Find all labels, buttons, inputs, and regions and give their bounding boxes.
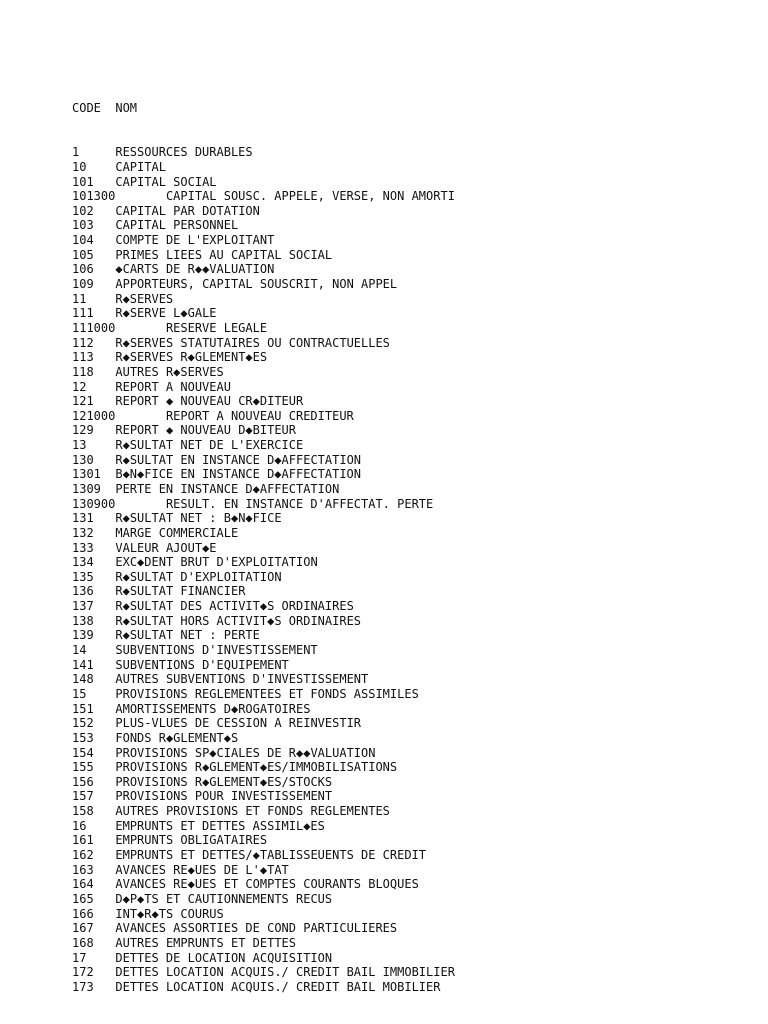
account-name: EMPRUNTS OBLIGATAIRES (115, 833, 268, 848)
account-row (72, 321, 455, 336)
account-name: AVANCES ASSORTIES DE COND PARTICULIERES (115, 921, 398, 936)
account-name: AUTRES R◆SERVES (115, 364, 224, 379)
account-name: CAPITAL SOUSC. APPELE, VERSE, NON AMORTI (165, 189, 455, 204)
account-code: 17 (72, 950, 87, 965)
header-name-label: NOM (115, 101, 138, 116)
account-name: PROVISIONS R◆GLEMENT◆ES/STOCKS (115, 774, 333, 789)
account-name: RESULT. EN INSTANCE D'AFFECTAT. PERTE (165, 496, 434, 511)
account-name: PROVISIONS REGLEMENTEES ET FONDS ASSIMILES (115, 686, 419, 701)
account-code: 11 (72, 291, 87, 306)
account-code: 130900 (72, 496, 116, 511)
account-row (72, 584, 455, 599)
account-code: 104 (72, 233, 94, 248)
account-row (72, 204, 455, 219)
account-code: 153 (72, 730, 94, 745)
account-name: PLUS-VLUES DE CESSION A REINVESTIR (115, 716, 362, 731)
account-row (72, 628, 455, 643)
account-row (72, 570, 455, 585)
account-name: AUTRES SUBVENTIONS D'INVESTISSEMENT (115, 672, 369, 687)
account-name: EMPRUNTS ET DETTES/◆TABLISSEUENTS DE CREDIT (115, 848, 427, 863)
account-row (72, 921, 455, 936)
account-code: 172 (72, 965, 94, 980)
account-code: 130 (72, 452, 94, 467)
account-code: 157 (72, 789, 94, 804)
account-code: 113 (72, 350, 94, 365)
account-row (72, 453, 455, 468)
account-name: AUTRES EMPRUNTS ET DETTES (115, 935, 296, 950)
account-name: R◆SERVES (115, 291, 174, 306)
account-name: EMPRUNTS ET DETTES ASSIMIL◆ES (115, 818, 325, 833)
account-row (72, 233, 455, 248)
account-code: 1309 (72, 482, 101, 496)
account-name: MARGE COMMERCIALE (115, 525, 239, 540)
account-code: 141 (72, 657, 94, 672)
account-code: 167 (72, 921, 94, 936)
account-code: 166 (72, 906, 94, 921)
account-row (72, 833, 455, 848)
account-rows (72, 145, 455, 994)
account-name: VALEUR AJOUT◆E (115, 540, 217, 555)
account-row (72, 423, 455, 438)
account-row (72, 292, 455, 307)
account-code: 152 (72, 716, 94, 731)
account-name: REPORT ◆ NOUVEAU CR◆DITEUR (115, 394, 304, 409)
account-name: R◆SULTAT NET DE L'EXERCICE (115, 438, 304, 453)
account-row (72, 438, 455, 453)
account-name: DETTES LOCATION ACQUIS./ CREDIT BAIL MOBILIER (115, 979, 441, 994)
account-code: 16 (72, 818, 87, 833)
account-code: 136 (72, 584, 94, 599)
account-name: PROVISIONS R◆GLEMENT◆ES/IMMOBILISATIONS (115, 760, 398, 775)
account-code: 151 (72, 701, 94, 716)
account-row (72, 555, 455, 570)
account-name: SUBVENTIONS D'EQUIPEMENT (115, 657, 289, 672)
account-row (72, 658, 455, 673)
account-row (72, 336, 455, 351)
account-row (72, 145, 455, 160)
account-code: 10 (72, 159, 87, 174)
account-name: FONDS R◆GLEMENT◆S (115, 730, 239, 745)
account-code: 121000 (72, 408, 116, 423)
account-name: REPORT ◆ NOUVEAU D◆BITEUR (115, 423, 296, 438)
account-name: EXC◆DENT BRUT D'EXPLOITATION (115, 555, 318, 570)
account-code: 164 (72, 877, 94, 892)
account-row (72, 380, 455, 395)
account-code: 131 (72, 511, 94, 526)
account-row (72, 731, 455, 746)
account-code: 15 (72, 686, 87, 701)
account-row (72, 189, 455, 204)
account-code: 13 (72, 438, 87, 453)
account-row (72, 760, 455, 775)
account-row (72, 497, 455, 512)
account-code: 154 (72, 745, 94, 760)
account-name: R◆SULTAT FINANCIER (115, 584, 246, 599)
account-row (72, 702, 455, 717)
account-code: 105 (72, 247, 94, 262)
account-code: 165 (72, 891, 94, 906)
account-name: CAPITAL SOCIAL (115, 174, 217, 189)
account-code: 155 (72, 760, 94, 775)
account-name: INT◆R◆TS COURUS (115, 906, 224, 921)
account-code: 129 (72, 423, 94, 438)
account-row (72, 365, 455, 380)
account-row (72, 467, 455, 482)
account-code: 161 (72, 833, 94, 848)
account-row (72, 160, 455, 175)
account-row (72, 789, 455, 804)
account-name: PROVISIONS POUR INVESTISSEMENT (115, 789, 333, 804)
account-row (72, 218, 455, 233)
account-row (72, 277, 455, 292)
account-name: R◆SERVE L◆GALE (115, 306, 217, 321)
account-code: 101 (72, 174, 94, 189)
account-code: 111000 (72, 320, 116, 335)
account-row (72, 175, 455, 190)
account-name: R◆SERVES R◆GLEMENT◆ES (115, 350, 268, 365)
account-row (72, 643, 455, 658)
account-code: 137 (72, 599, 94, 614)
account-name: R◆SULTAT EN INSTANCE D◆AFFECTATION (115, 452, 362, 467)
account-code: 12 (72, 379, 87, 394)
account-name: R◆SULTAT NET : B◆N◆FICE (115, 511, 282, 526)
account-name: REPORT A NOUVEAU CREDITEUR (165, 408, 354, 423)
account-code: 148 (72, 672, 94, 687)
account-row (72, 951, 455, 966)
account-name: CAPITAL (115, 159, 166, 174)
account-code: 163 (72, 862, 94, 877)
account-name: R◆SULTAT DES ACTIVIT◆S ORDINAIRES (115, 599, 354, 614)
account-row (72, 863, 455, 878)
account-row (72, 804, 455, 819)
account-name: AUTRES PROVISIONS ET FONDS REGLEMENTES (115, 804, 390, 819)
account-row (72, 936, 455, 951)
account-row (72, 262, 455, 277)
account-code: 135 (72, 569, 94, 584)
account-row (72, 819, 455, 834)
account-name: RESSOURCES DURABLES (115, 145, 253, 160)
account-row (72, 482, 455, 497)
account-code: 111 (72, 306, 94, 321)
account-code: 112 (72, 335, 94, 350)
account-name: SUBVENTIONS D'INVESTISSEMENT (115, 643, 318, 658)
account-row (72, 672, 455, 687)
account-code: 121 (72, 394, 94, 409)
account-code: 132 (72, 525, 94, 540)
account-name: ◆CARTS DE R◆◆VALUATION (115, 262, 275, 277)
account-row (72, 350, 455, 365)
account-row (72, 746, 455, 761)
account-name: PERTE EN INSTANCE D◆AFFECTATION (115, 482, 340, 496)
account-name: R◆SULTAT D'EXPLOITATION (115, 569, 282, 584)
account-row (72, 716, 455, 731)
account-name: REPORT A NOUVEAU (115, 379, 231, 394)
account-name: R◆SULTAT NET : PERTE (115, 628, 260, 643)
account-code: 134 (72, 555, 94, 570)
account-row (72, 541, 455, 556)
account-name: CAPITAL PAR DOTATION (115, 203, 260, 218)
account-name: R◆SULTAT HORS ACTIVIT◆S ORDINAIRES (115, 613, 362, 628)
account-name: D◆P◆TS ET CAUTIONNEMENTS RECUS (115, 891, 333, 906)
account-row (72, 599, 455, 614)
account-code: 106 (72, 262, 94, 277)
account-row (72, 907, 455, 922)
account-row (72, 775, 455, 790)
account-name: PROVISIONS SP◆CIALES DE R◆◆VALUATION (115, 745, 376, 760)
header-code-label: CODE (72, 101, 101, 116)
account-code: 168 (72, 935, 94, 950)
account-row (72, 614, 455, 629)
account-code: 1 (72, 145, 80, 160)
account-name: AMORTISSEMENTS D◆ROGATOIRES (115, 701, 311, 716)
account-name: AVANCES RE◆UES DE L'◆TAT (115, 862, 289, 877)
account-code: 102 (72, 203, 94, 218)
account-row (72, 877, 455, 892)
account-code: 1301 (72, 467, 101, 482)
account-row (72, 248, 455, 263)
account-name: DETTES LOCATION ACQUIS./ CREDIT BAIL IMMOBILIER (115, 965, 455, 980)
account-row (72, 306, 455, 321)
account-code: 101300 (72, 189, 116, 204)
account-row (72, 394, 455, 409)
account-name: CAPITAL PERSONNEL (115, 218, 239, 233)
account-name: B◆N◆FICE EN INSTANCE D◆AFFECTATION (115, 467, 361, 482)
account-row (72, 409, 455, 424)
account-name: R◆SERVES STATUTAIRES OU CONTRACTUELLES (115, 335, 390, 350)
header-row (72, 101, 455, 116)
account-code: 109 (72, 277, 94, 292)
account-name: RESERVE LEGALE (165, 320, 268, 335)
account-code: 138 (72, 613, 94, 628)
account-code: 173 (72, 979, 94, 994)
account-row (72, 965, 455, 980)
account-code: 156 (72, 774, 94, 789)
account-code: 133 (72, 540, 94, 555)
account-row (72, 980, 455, 995)
account-row (72, 848, 455, 863)
account-row (72, 892, 455, 907)
account-row (72, 511, 455, 526)
account-code-listing (72, 72, 455, 1009)
account-code: 14 (72, 643, 87, 658)
account-name: COMPTE DE L'EXPLOITANT (115, 233, 275, 248)
account-code: 139 (72, 628, 94, 643)
account-code: 158 (72, 804, 94, 819)
account-code: 118 (72, 364, 94, 379)
account-code: 162 (72, 848, 94, 863)
account-row (72, 687, 455, 702)
account-row (72, 526, 455, 541)
account-name: AVANCES RE◆UES ET COMPTES COURANTS BLOQUES (115, 877, 419, 892)
account-name: DETTES DE LOCATION ACQUISITION (115, 950, 333, 965)
account-name: APPORTEURS, CAPITAL SOUSCRIT, NON APPEL (115, 277, 398, 292)
account-name: PRIMES LIEES AU CAPITAL SOCIAL (115, 247, 333, 262)
account-code: 103 (72, 218, 94, 233)
